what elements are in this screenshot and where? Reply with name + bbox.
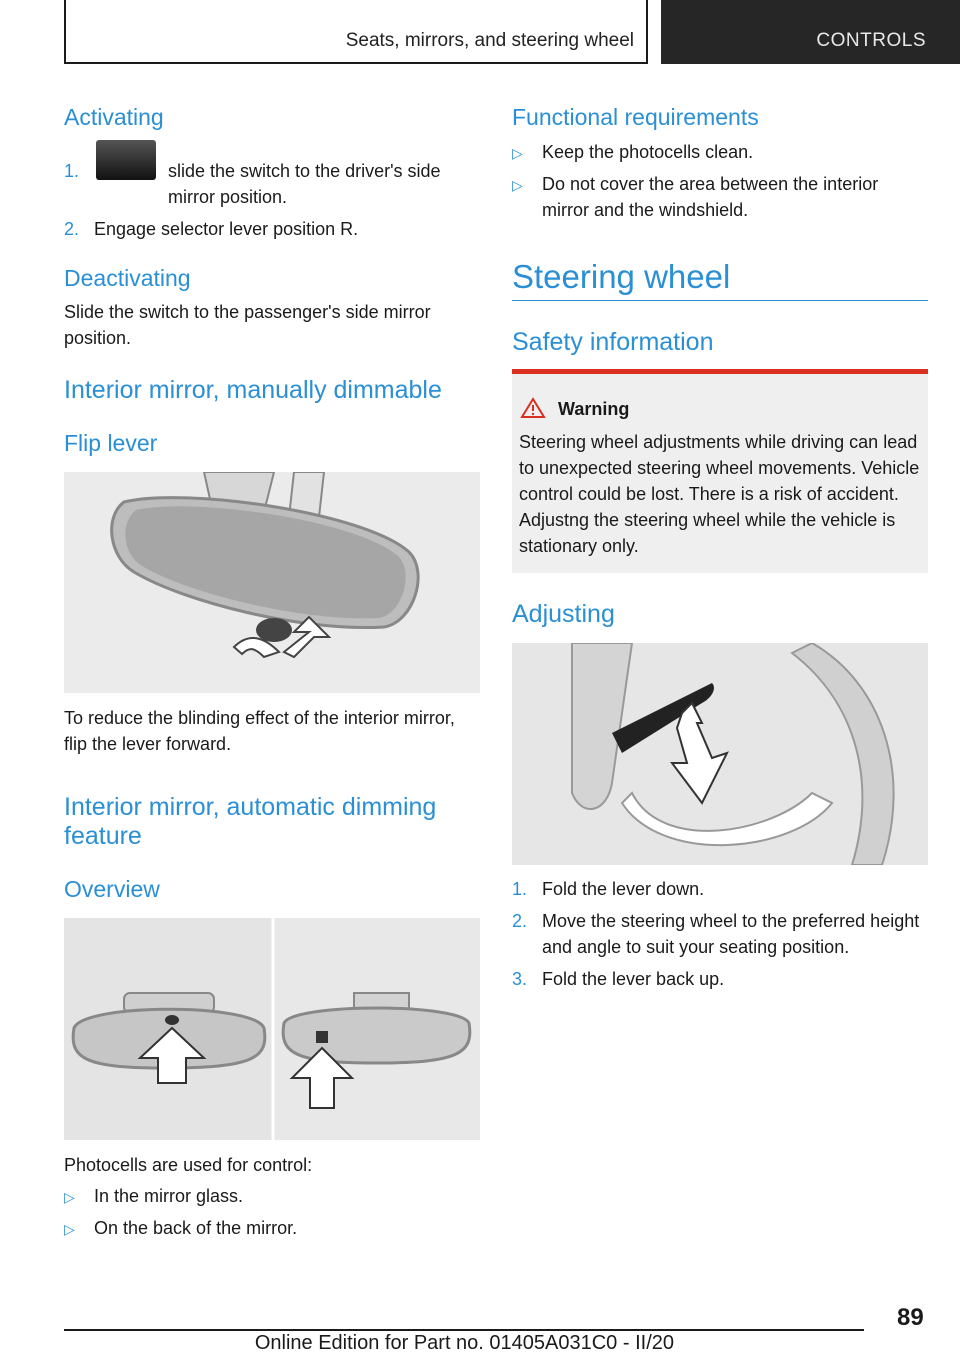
adjusting-step-1	[512, 876, 928, 902]
auto-mirror-heading: Interior mirror, automatic dimming feature	[64, 793, 437, 850]
step-number: 3.	[512, 969, 528, 989]
steering-lever-illustration	[512, 643, 928, 865]
flip-lever-illustration	[64, 472, 480, 693]
steering-wheel-heading: Steering wheel	[512, 258, 731, 295]
overview-heading: Overview	[64, 876, 160, 902]
functional-requirements-heading: Functional requirements	[512, 104, 759, 130]
activating-step-2	[64, 216, 480, 242]
section-rule	[512, 300, 928, 301]
bullet-text: On the back of the mirror.	[94, 1218, 298, 1238]
safety-information-heading: Safety information	[512, 328, 714, 356]
activating-heading: Activating	[64, 104, 164, 130]
deactivating-text: Slide the switch to the passenger's side mirror position.	[64, 302, 431, 348]
step-text: Engage selector lever position R.	[94, 219, 359, 239]
func-item-2	[512, 171, 928, 220]
mirror-switch-icon	[96, 140, 156, 180]
adjusting-step-2	[512, 908, 928, 957]
activating-step-1	[64, 158, 480, 207]
step-text: Fold the lever back up.	[542, 969, 725, 989]
step-number: 2.	[512, 911, 528, 931]
footer-rule	[64, 1329, 864, 1331]
step-number: 1.	[64, 161, 80, 181]
adjusting-step-3	[512, 966, 928, 992]
header-chapter-box	[661, 0, 960, 64]
manual-mirror-heading: Interior mirror, manually dimmable	[64, 376, 442, 404]
footer-edition: Online Edition for Part no. 01405A031C0 - II/20	[254, 1332, 674, 1354]
bullet-triangle-icon: ▷	[64, 1221, 75, 1237]
bullet-text: Keep the photocells clean.	[542, 142, 754, 162]
func-item-1	[512, 139, 928, 166]
header-section-box	[64, 0, 648, 64]
photocells-item-2	[64, 1215, 480, 1242]
bullet-triangle-icon: ▷	[512, 177, 523, 193]
bullet-triangle-icon: ▷	[512, 145, 523, 161]
adjusting-heading: Adjusting	[512, 600, 615, 628]
warning-box	[512, 369, 928, 573]
auto-dimming-mirror-illustration	[64, 918, 480, 1140]
warning-triangle-icon	[520, 397, 546, 419]
photocells-text: Photocells are used for control:	[64, 1155, 313, 1175]
step-number: 2.	[64, 219, 80, 239]
header-section-title: Seats, mirrors, and steering wheel	[345, 30, 634, 51]
page-number: 89	[897, 1304, 924, 1331]
step-text: slide the switch to the driver's side mirror position.	[168, 161, 441, 207]
deactivating-heading: Deactivating	[64, 265, 191, 291]
warning-label: Warning	[558, 399, 630, 419]
step-text: Move the steering wheel to the preferred height and angle to suit your seating position.	[542, 911, 920, 957]
photocells-item-1	[64, 1183, 480, 1210]
bullet-triangle-icon: ▷	[64, 1189, 75, 1205]
bullet-text: In the mirror glass.	[94, 1186, 244, 1206]
flip-lever-heading: Flip lever	[64, 430, 158, 456]
header-chapter-title: CONTROLS	[816, 30, 926, 51]
bullet-text: Do not cover the area between the interior mirror and the windshield.	[542, 174, 879, 220]
warning-text: Steering wheel adjustments while driving can lead to unexpected steering wheel movements. Vehicle control could be lost. There is a risk of accident. Adjustng the steering wheel while the vehicle is stationary only.	[519, 432, 920, 556]
flip-lever-text: To reduce the blinding effect of the interior mirror, flip the lever forward.	[64, 708, 455, 754]
step-number: 1.	[512, 879, 528, 899]
step-text: Fold the lever down.	[542, 879, 705, 899]
